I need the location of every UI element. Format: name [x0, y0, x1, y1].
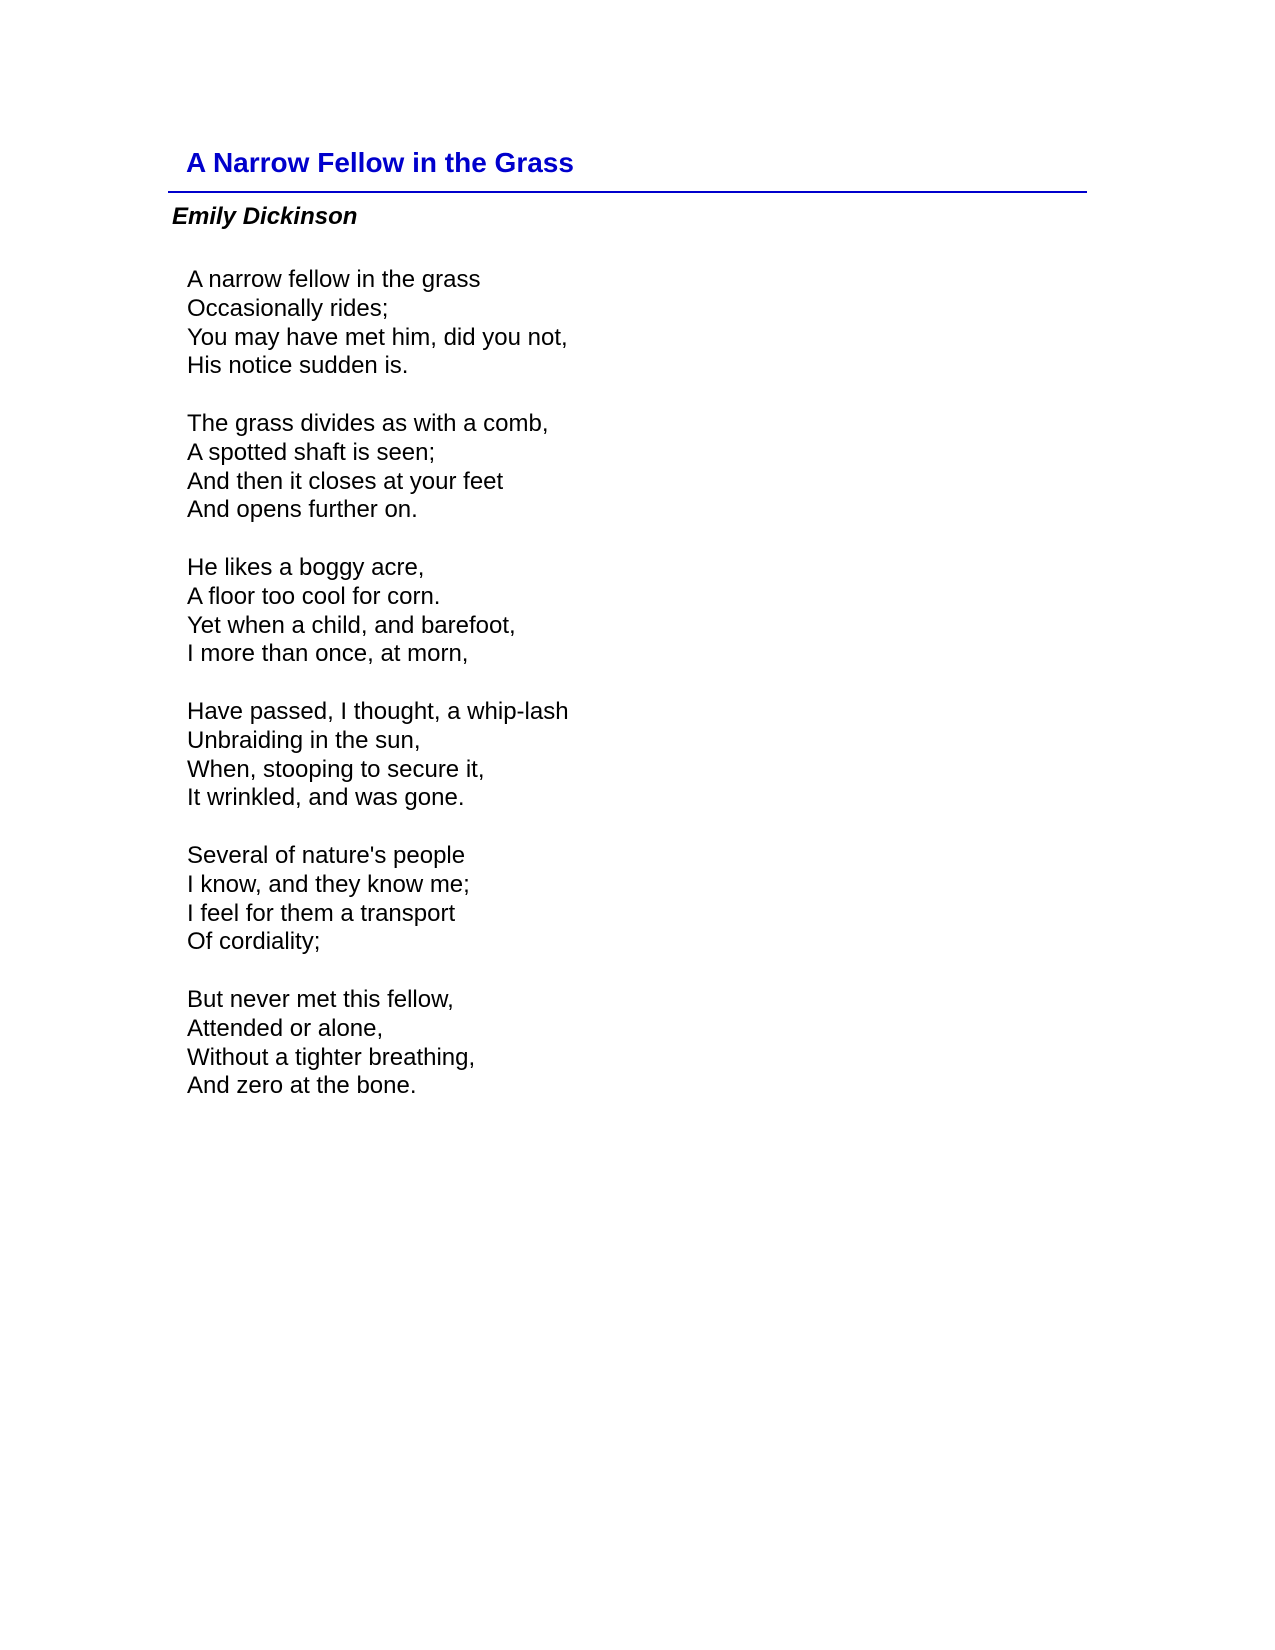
poem-line: He likes a boggy acre, [187, 553, 425, 581]
poem-line: I feel for them a transport [187, 899, 456, 927]
poem-line: Unbraiding in the sun, [187, 726, 421, 754]
poem-line: Yet when a child, and barefoot, [187, 611, 516, 639]
poem-line: I more than once, at morn, [187, 640, 469, 668]
stanza-5 [187, 842, 569, 957]
poem-author: Emily Dickinson [172, 203, 358, 230]
stanza-4 [187, 698, 569, 813]
poem-line: Have passed, I thought, a whip-lash [187, 697, 569, 725]
poem-line: Several of nature's people [187, 841, 466, 869]
poem-title: A Narrow Fellow in the Grass [186, 147, 574, 178]
stanza-2 [187, 410, 569, 525]
poem-line: Of cordiality; [187, 928, 321, 956]
poem-line: When, stooping to secure it, [187, 755, 485, 783]
poem-line: And then it closes at your feet [187, 467, 504, 495]
poem-line: You may have met him, did you not, [187, 323, 568, 351]
poem-line: And opens further on. [187, 496, 418, 524]
title-divider [168, 191, 1087, 193]
poem-line: A narrow fellow in the grass [187, 266, 481, 293]
poem-line: But never met this fellow, [187, 985, 454, 1013]
stanza-1 [187, 266, 569, 381]
poem-line: His notice sudden is. [187, 352, 409, 380]
poem-line: Without a tighter breathing, [187, 1043, 476, 1071]
poem-line: A spotted shaft is seen; [187, 438, 436, 466]
poem-line: And zero at the bone. [187, 1072, 417, 1100]
poem-line: Occasionally rides; [187, 294, 389, 322]
poem-body [187, 266, 569, 1130]
stanza-6 [187, 986, 569, 1101]
poem-line: A floor too cool for corn. [187, 582, 441, 610]
poem-line: It wrinkled, and was gone. [187, 784, 465, 812]
poem-line: The grass divides as with a comb, [187, 409, 549, 437]
poem-line: Attended or alone, [187, 1014, 384, 1042]
stanza-3 [187, 554, 569, 669]
poem-line: I know, and they know me; [187, 870, 470, 898]
